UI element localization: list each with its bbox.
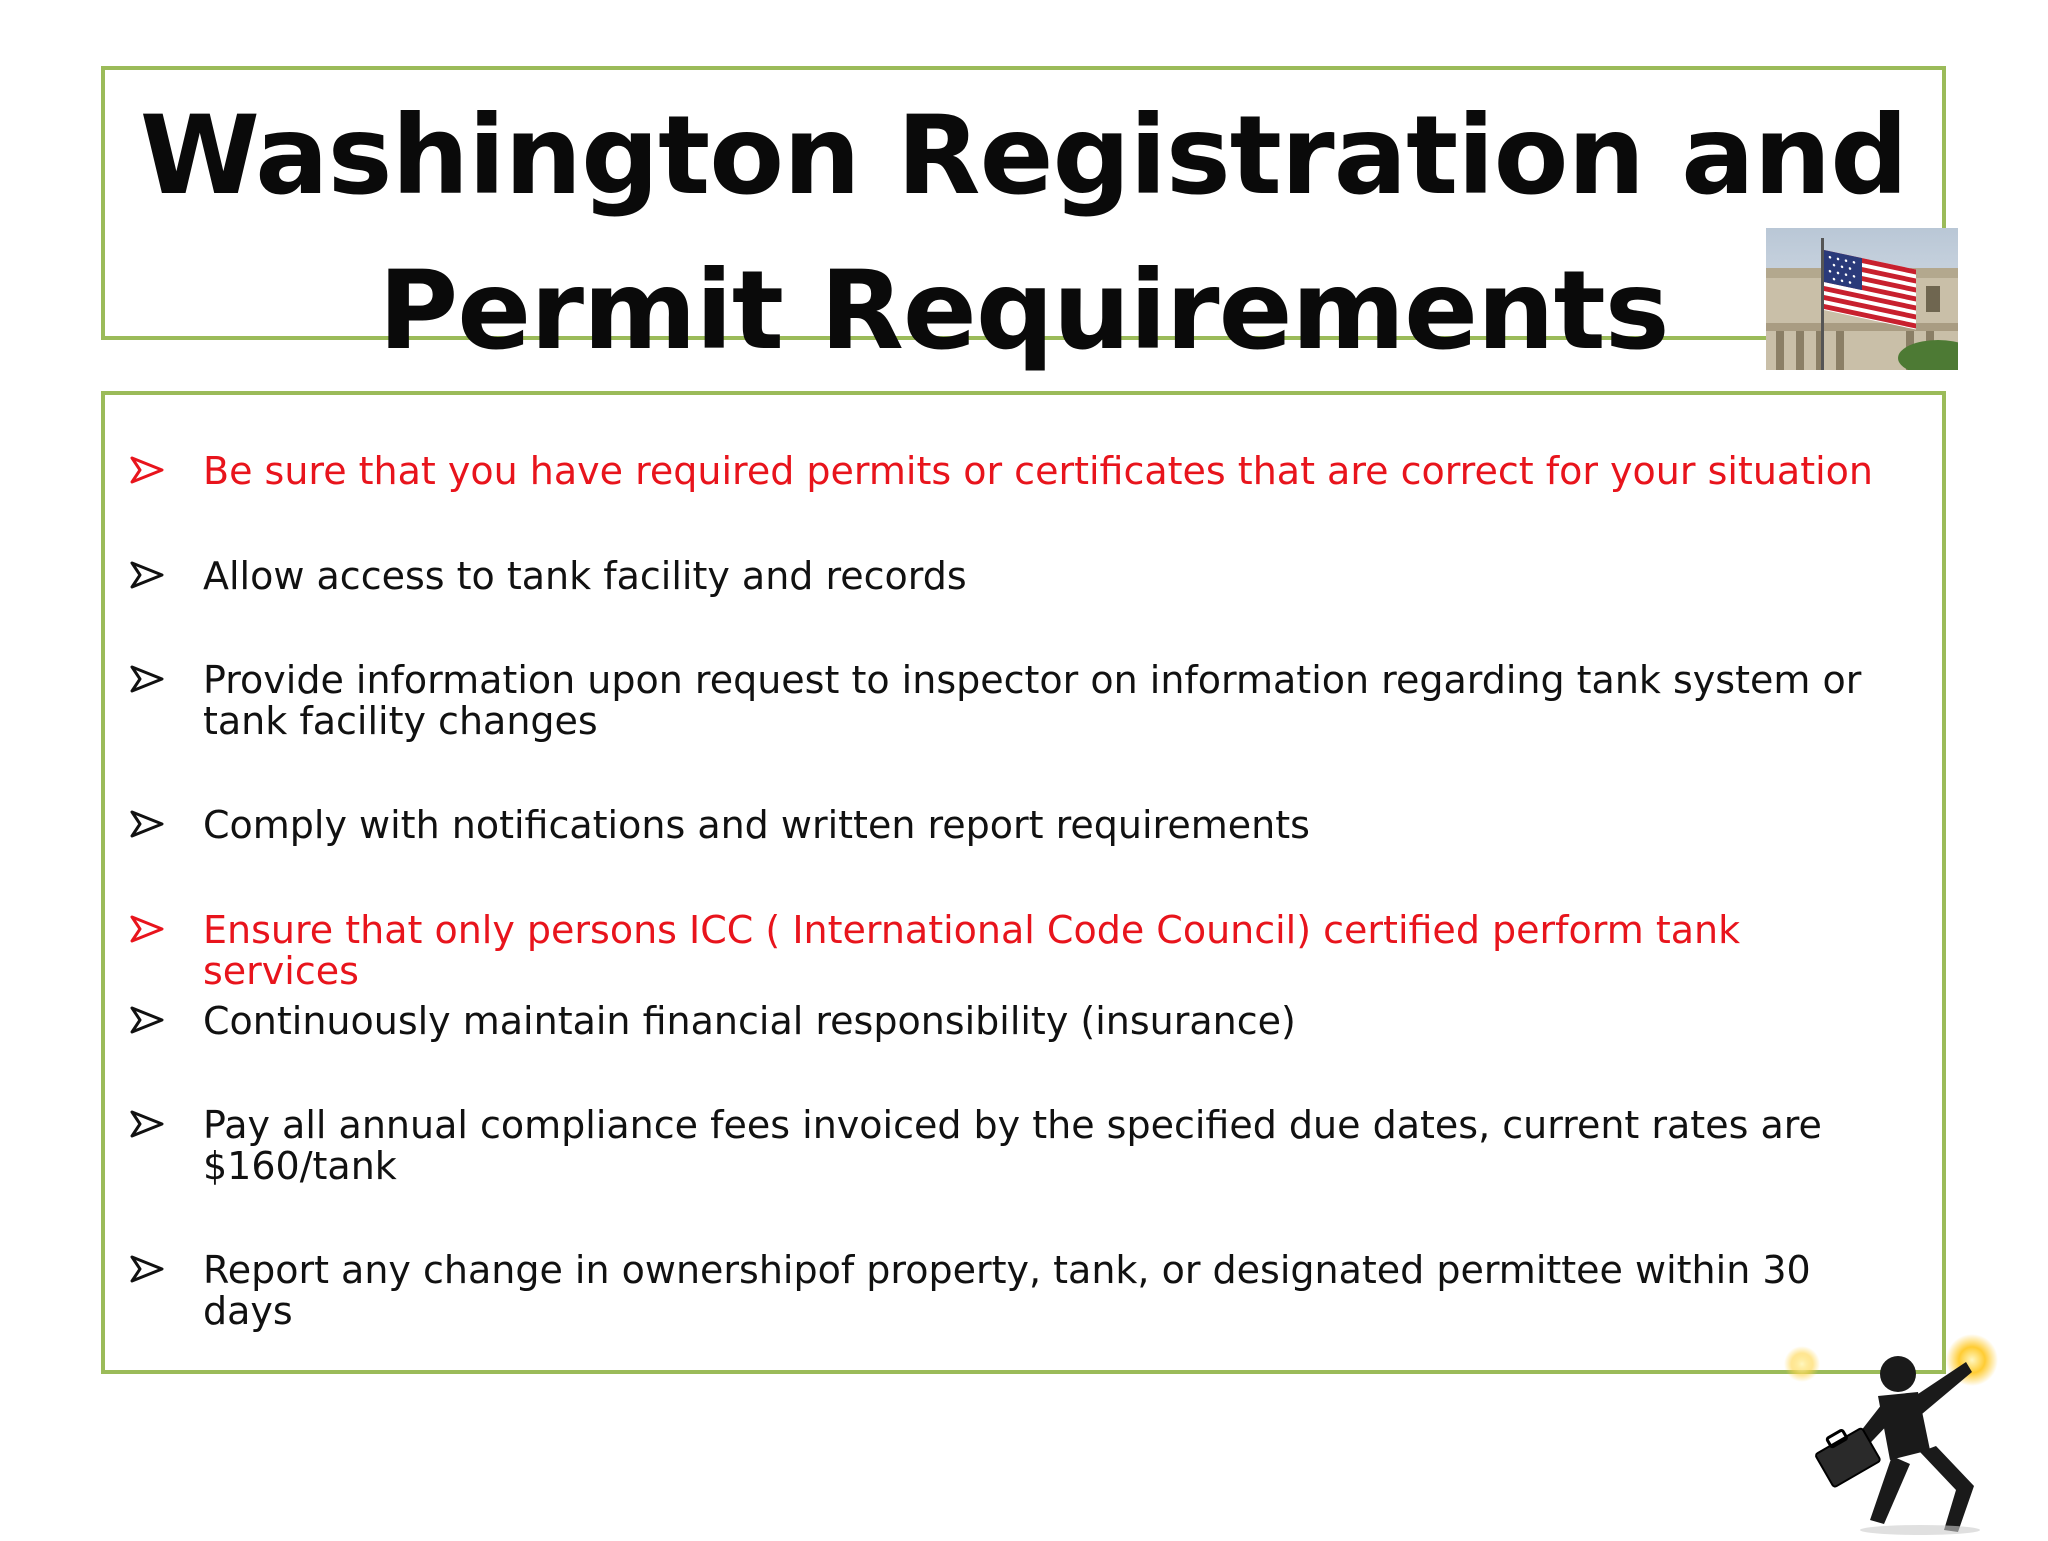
title-line-2: Permit Requirements: [378, 247, 1669, 374]
bullet-text: Report any change in ownershipof property, tank, or designated permittee within 30 days: [203, 1248, 1811, 1333]
arrow-bullet-icon: [130, 664, 164, 694]
arrow-bullet-icon: [130, 1005, 164, 1035]
bullet-text: Comply with notifications and written report requirements: [203, 803, 1310, 847]
bullet-text: Provide information upon request to inspector on information regarding tank system or tank facility changes: [203, 658, 1862, 743]
flag-building-photo: [1766, 228, 1958, 370]
arrow-bullet-icon: [130, 809, 164, 839]
businessman-running-clipart: [1760, 1300, 2020, 1536]
bullet-text: Ensure that only persons ICC ( International Code Council) certified perform tank services: [203, 908, 1741, 993]
arrow-bullet-icon: [130, 1109, 164, 1139]
bullet-text: Allow access to tank facility and records: [203, 554, 967, 598]
bullet-text: Continuously maintain financial responsibility (insurance): [203, 999, 1296, 1043]
bullet-text: Pay all annual compliance fees invoiced by the specified due dates, current rates are $160/tank: [203, 1103, 1822, 1188]
slide-title: [105, 78, 1942, 388]
arrow-bullet-icon: [130, 914, 164, 944]
content-box: [101, 391, 1946, 1374]
title-line-1: Washington Registration and: [139, 92, 1908, 219]
bullet-text: Be sure that you have required permits or certificates that are correct for your situation: [203, 449, 1873, 493]
arrow-bullet-icon: [130, 455, 164, 485]
arrow-bullet-icon: [130, 1254, 164, 1284]
arrow-bullet-icon: [130, 560, 164, 590]
title-box: [101, 66, 1946, 374]
